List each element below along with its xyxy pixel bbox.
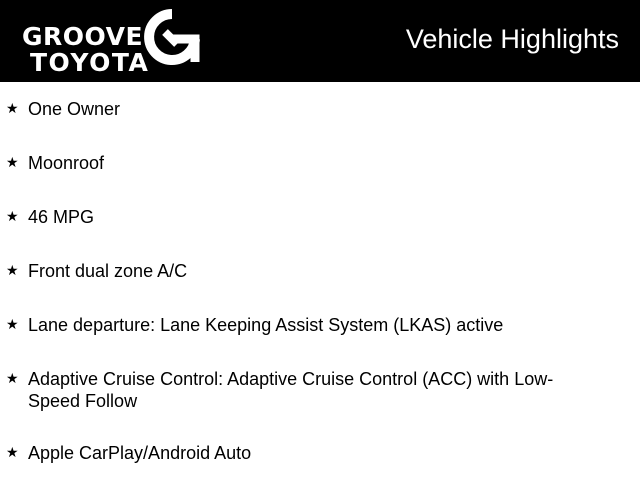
star-icon: ★ [6, 208, 19, 224]
list-item [6, 152, 606, 174]
list-item [6, 314, 606, 336]
highlight-label: 46 MPG [28, 207, 95, 227]
list-item [6, 98, 606, 120]
page-title: Vehicle Highlights [405, 24, 619, 54]
star-icon: ★ [6, 316, 19, 332]
logo-text-groove: GROOVE [22, 22, 144, 51]
logo-text-toyota: TOYOTA [30, 48, 150, 77]
header-bar [0, 0, 640, 82]
highlight-label: Front dual zone A/C [28, 261, 188, 281]
star-icon: ★ [6, 444, 19, 460]
dealer-logo [18, 8, 208, 78]
star-icon: ★ [6, 100, 19, 116]
list-item [6, 442, 606, 464]
highlight-label: Lane departure: Lane Keeping Assist System (LKAS) active [28, 315, 504, 335]
logo-g-mark-icon [143, 8, 201, 70]
highlight-label: Moonroof [28, 153, 105, 173]
star-icon: ★ [6, 370, 19, 386]
star-icon: ★ [6, 154, 19, 170]
highlight-label: Adaptive Cruise Control: Adaptive Cruise Control (ACC) with Low-Speed Follow [28, 369, 554, 411]
list-item [6, 206, 606, 228]
list-item [6, 368, 576, 412]
list-item [6, 260, 606, 282]
highlight-label: Apple CarPlay/Android Auto [28, 443, 252, 463]
star-icon: ★ [6, 262, 19, 278]
highlight-label: One Owner [28, 99, 121, 119]
